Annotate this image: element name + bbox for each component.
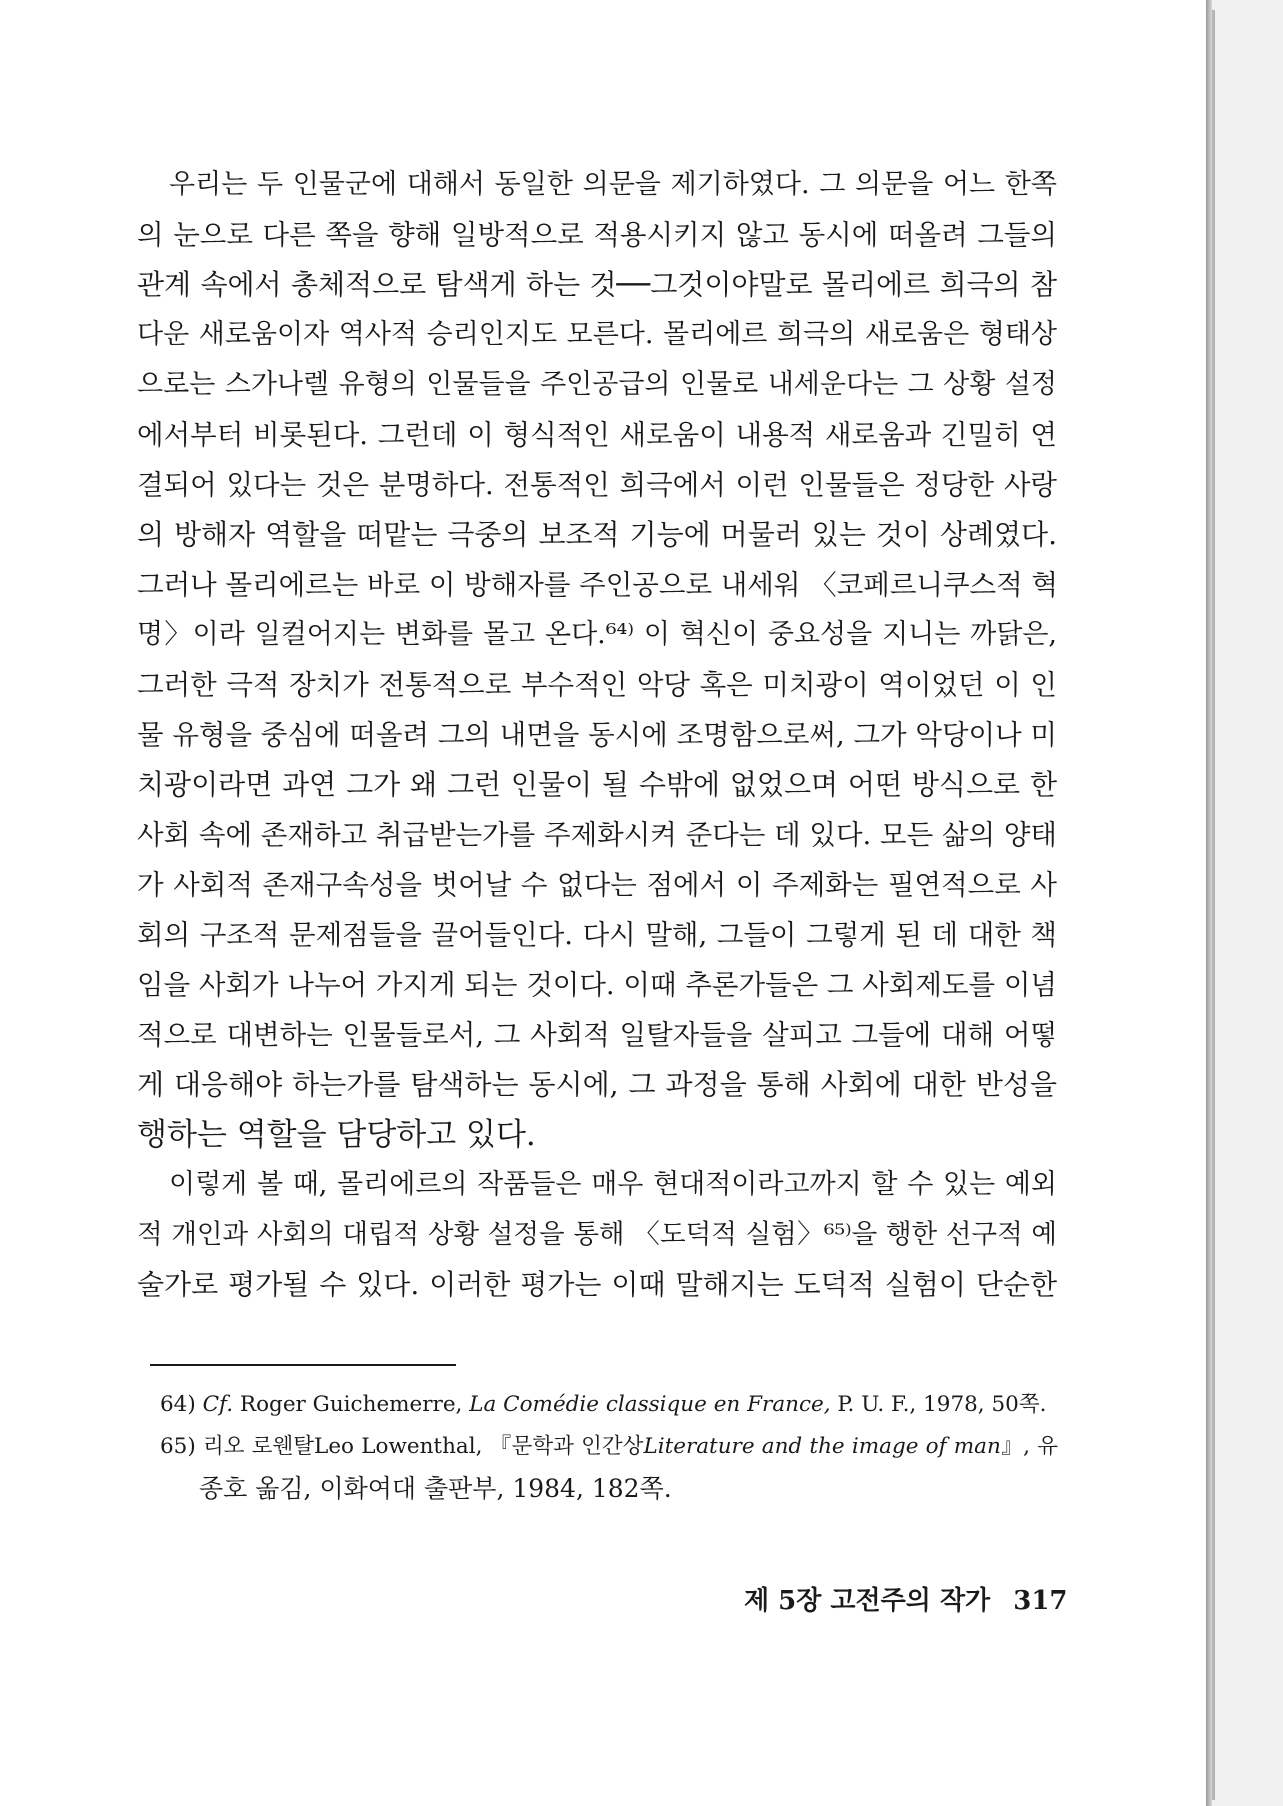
body-line: 적으로 대변하는 인물들로서, 그 사회적 일탈자들을 살피고 그들에 대해 어떻 bbox=[137, 1019, 1057, 1051]
footnote-author: 리오 로웬탈Leo Lowenthal, bbox=[202, 1434, 483, 1459]
body-line: 적 개인과 사회의 대립적 상황 설정을 통해 〈도덕적 실험〉⁶⁵⁾을 행한 선구적 예 bbox=[137, 1219, 1057, 1250]
body-line: 그러한 극적 장치가 전통적으로 부수적인 악당 혹은 미치광이 역이었던 이 인 bbox=[137, 669, 1057, 701]
body-line: 에서부터 비롯된다. 그런데 이 형식적인 새로움이 내용적 새로움과 긴밀히 연 bbox=[137, 419, 1057, 451]
body-line: 사회 속에 존재하고 취급받는가를 주제화시켜 준다는 데 있다. 모든 삶의 양태 bbox=[137, 819, 1057, 851]
footnote-title-close: 』, 유 bbox=[1000, 1434, 1058, 1459]
footnote-title-open: 『문학과 인간상 bbox=[489, 1434, 644, 1459]
footnote-64 bbox=[160, 1384, 1058, 1426]
body-line: 우리는 두 인물군에 대해서 동일한 의문을 제기하였다. 그 의문을 어느 한쪽 bbox=[169, 169, 1057, 200]
footnote-number: 64) bbox=[160, 1392, 196, 1417]
body-line: 으로는 스가나렐 유형의 인물들을 주인공급의 인물로 내세운다는 그 상황 설정 bbox=[137, 369, 1057, 400]
body-line: 이렇게 볼 때, 몰리에르의 작품들은 매우 현대적이라고까지 할 수 있는 예외 bbox=[169, 1169, 1057, 1200]
body-line: 명〉이라 일컬어지는 변화를 몰고 온다.⁶⁴⁾ 이 혁신이 중요성을 지니는 까닭은, bbox=[137, 619, 1057, 650]
footnote-title: La Comédie classique en France, bbox=[469, 1392, 831, 1417]
running-footer bbox=[744, 1580, 1068, 1617]
body-line: 가 사회적 존재구속성을 벗어날 수 없다는 점에서 이 주제화는 필연적으로 사 bbox=[137, 869, 1057, 901]
body-line: 회의 구조적 문제점들을 끌어들인다. 다시 말해, 그들이 그렇게 된 데 대한 책 bbox=[137, 919, 1057, 951]
body-line: 치광이라면 과연 그가 왜 그런 인물이 될 수밖에 없었으며 어떤 방식으로 한 bbox=[137, 768, 1057, 801]
footnote-author: Roger Guichemerre, bbox=[239, 1392, 463, 1417]
body-line: 의 방해자 역할을 떠맡는 극중의 보조적 기능에 머물러 있는 것이 상례였다. bbox=[137, 518, 1057, 551]
footnote-cf: Cf. bbox=[202, 1392, 234, 1417]
page-edge-line bbox=[1212, 10, 1215, 1800]
body-line: 행하는 역할을 담당하고 있다. bbox=[137, 1117, 536, 1153]
body-line: 결되어 있다는 것은 분명하다. 전통적인 희극에서 이런 인물들은 정당한 사랑 bbox=[137, 469, 1057, 501]
chapter-title: 제 5장 고전주의 작가 bbox=[744, 1586, 991, 1616]
footnote-publisher: P. U. F., 1978, 50쪽. bbox=[837, 1392, 1047, 1417]
body-line: 임을 사회가 나누어 가지게 되는 것이다. 이때 추론가들은 그 사회제도를 이념 bbox=[137, 969, 1057, 1001]
footnote-65-continuation: 종호 옮김, 이화여대 출판부, 1984, 182쪽. bbox=[199, 1474, 672, 1503]
body-line: 의 눈으로 다른 쪽을 향해 일방적으로 적용시키지 않고 동시에 떠올려 그들의 bbox=[137, 219, 1057, 251]
body-line: 게 대응해야 하는가를 탐색하는 동시에, 그 과정을 통해 사회에 대한 반성을 bbox=[137, 1068, 1057, 1101]
body-line: 관계 속에서 총체적으로 탐색게 하는 것──그것이야말로 몰리에르 희극의 참 bbox=[137, 268, 1057, 301]
footnotes bbox=[160, 1384, 1058, 1510]
body-line: 술가로 평가될 수 있다. 이러한 평가는 이때 말해지는 도덕적 실험이 단순한 bbox=[137, 1268, 1057, 1301]
body-line: 다운 새로움이자 역사적 승리인지도 모른다. 몰리에르 희극의 새로움은 형태상 bbox=[137, 319, 1057, 350]
footnote-number: 65) bbox=[160, 1434, 196, 1459]
body-text bbox=[137, 160, 1057, 1310]
body-line: 그러나 몰리에르는 바로 이 방해자를 주인공으로 내세워 〈코페르니쿠스적 혁 bbox=[137, 569, 1058, 601]
page-number: 317 bbox=[1013, 1586, 1068, 1616]
footnote-65 bbox=[160, 1426, 1058, 1468]
body-line: 물 유형을 중심에 떠올려 그의 내면을 동시에 조명함으로써, 그가 악당이나 미 bbox=[137, 719, 1057, 751]
footnote-divider bbox=[150, 1364, 456, 1366]
footnote-title-english: Literature and the image of man bbox=[643, 1434, 1001, 1459]
